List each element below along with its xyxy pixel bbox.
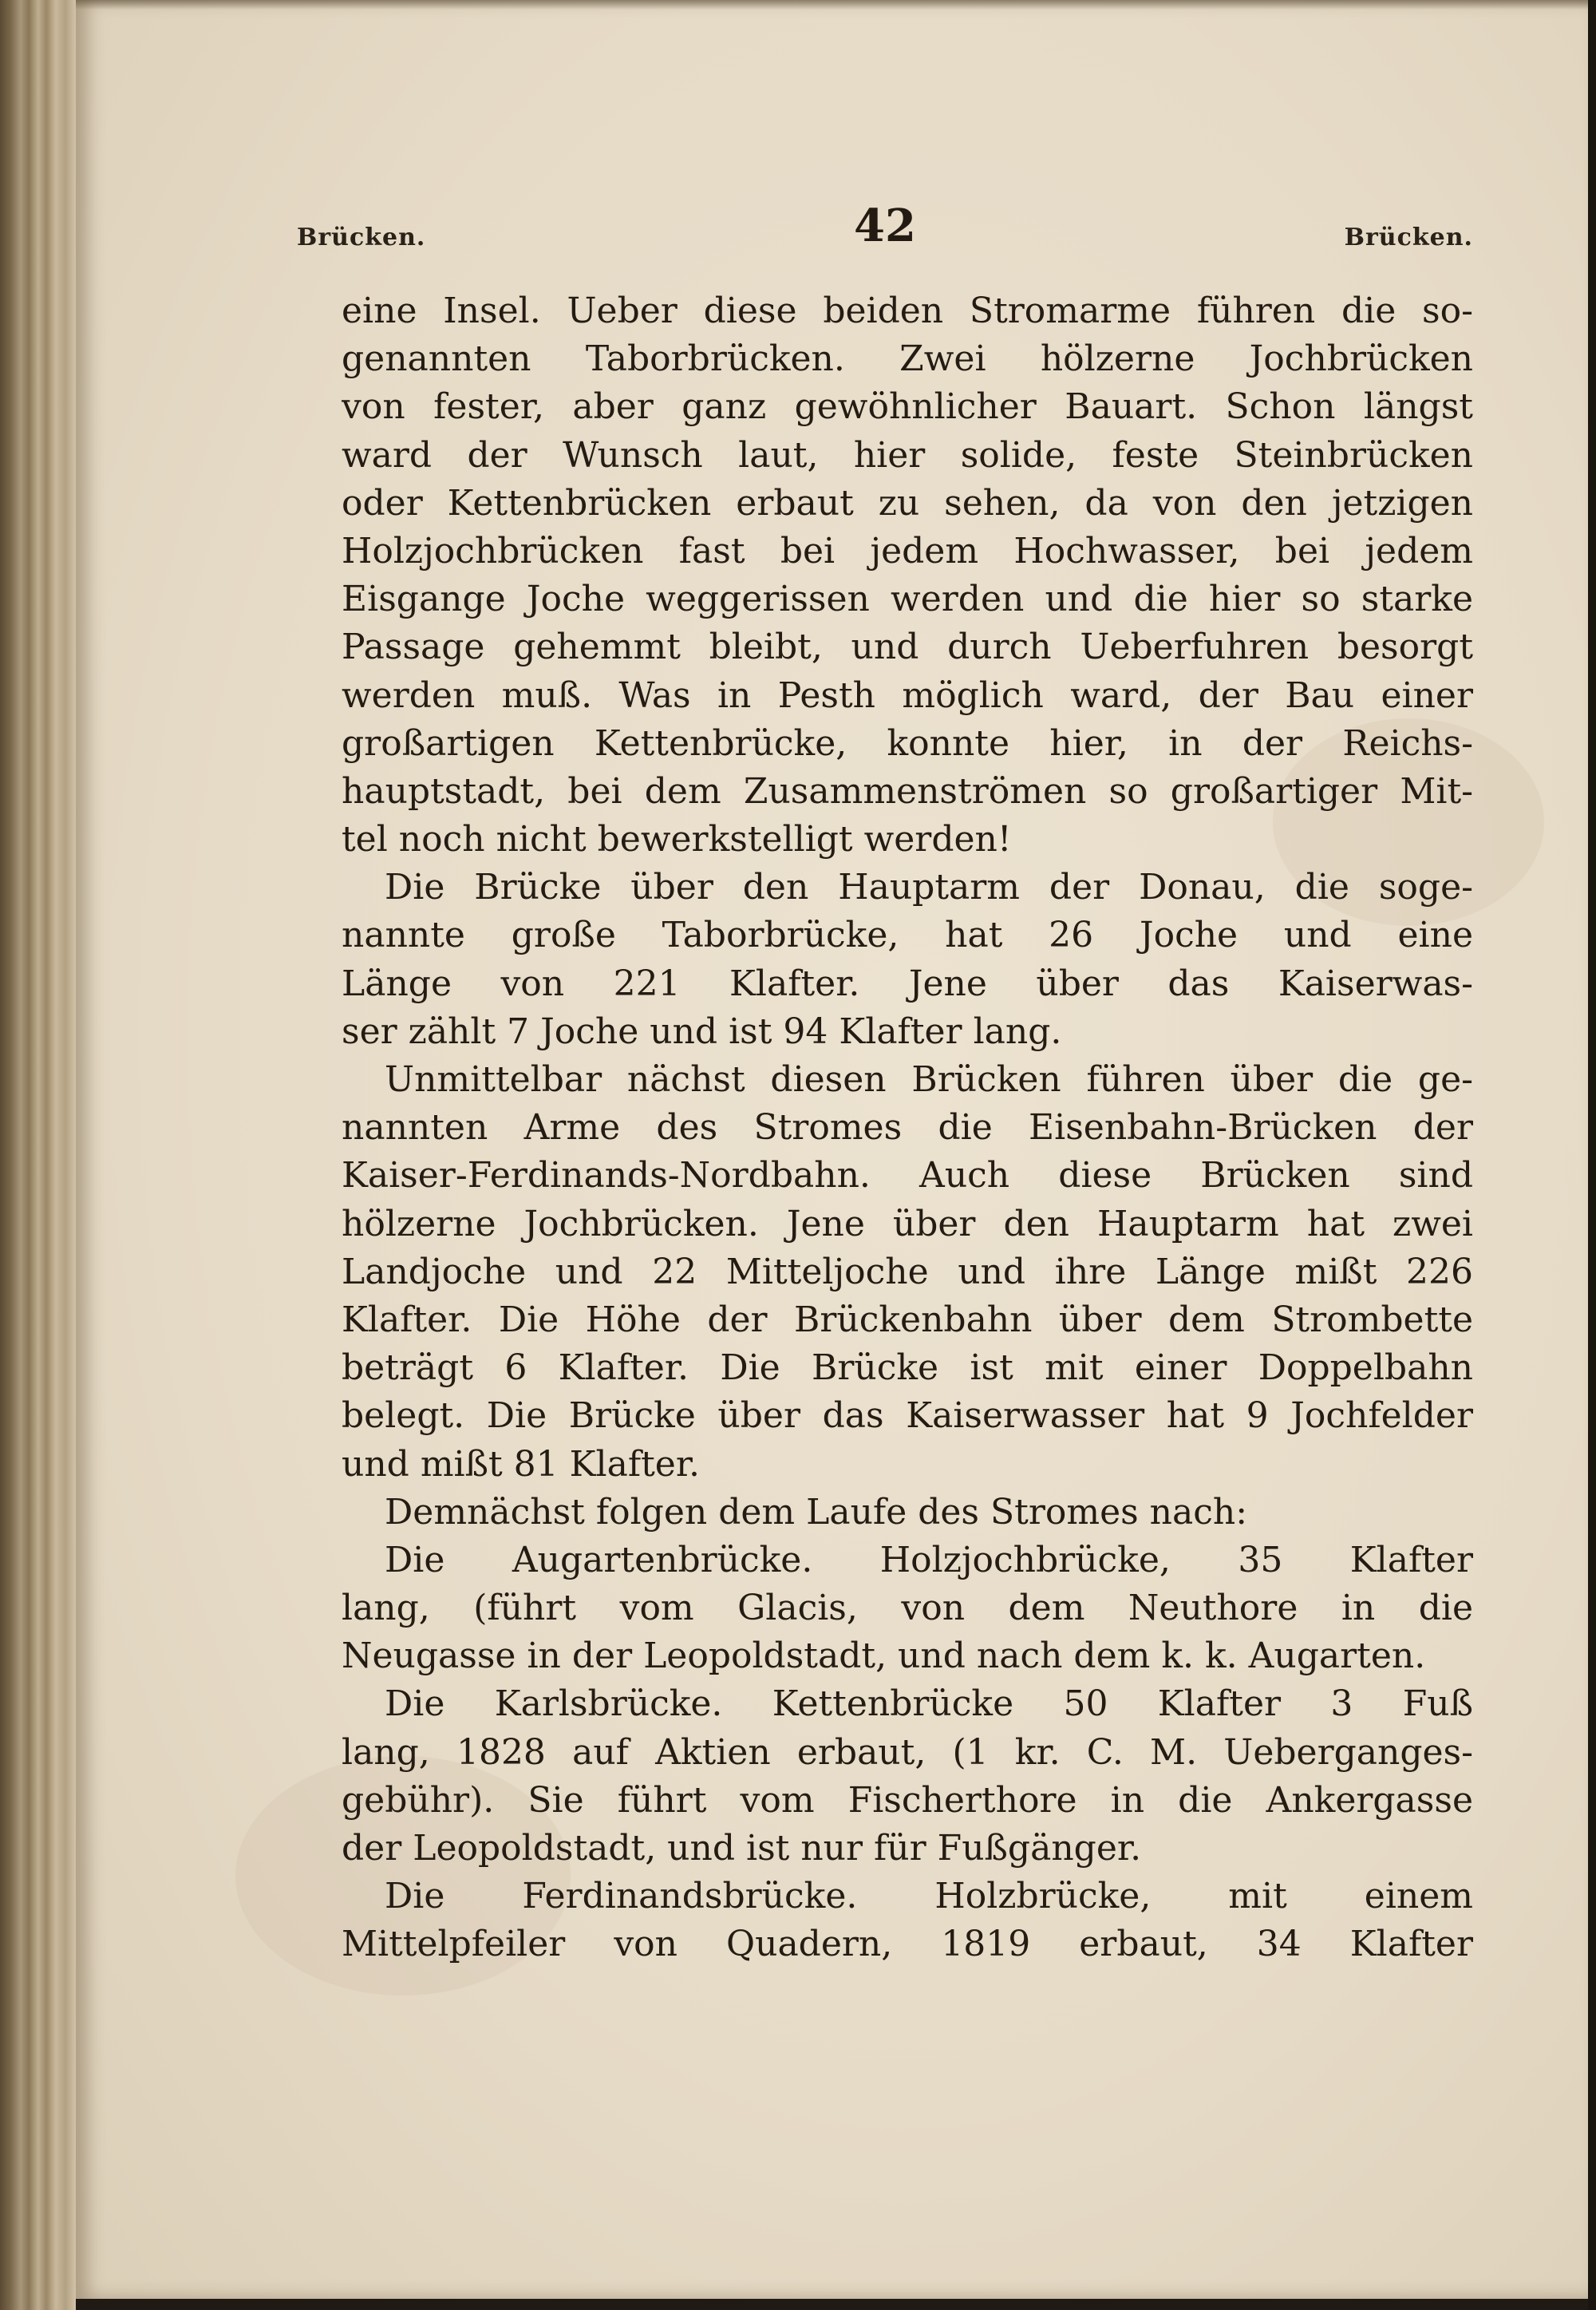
text-line: werden muß. Was in Pesth möglich ward, der Bau einer <box>342 674 1473 716</box>
text-line: beträgt 6 Klafter. Die Brücke ist mit einer Doppelbahn <box>342 1347 1473 1389</box>
text-line: Klafter. Die Höhe der Brückenbahn über dem Strombette <box>342 1299 1473 1340</box>
text-line: Die Karlsbrücke. Kettenbrücke 50 Klafter 3 Fuß <box>385 1683 1473 1725</box>
text-line: lang, (führt vom Glacis, von dem Neuthore in die <box>342 1588 1473 1629</box>
text-line: Länge von 221 Klafter. Jene über das Kaiserwas- <box>342 963 1473 1004</box>
text-line: oder Kettenbrücken erbaut zu sehen, da von den jetzigen <box>342 482 1473 524</box>
text-line: nannten Arme des Stromes die Eisenbahn-Brücken der <box>342 1107 1473 1149</box>
text-line: Die Brücke über den Hauptarm der Donau, die soge- <box>385 867 1473 908</box>
text-line: großartigen Kettenbrücke, konnte hier, in der Reichs- <box>342 722 1473 764</box>
body-text <box>342 287 1473 1969</box>
text-line: Eisgange Joche weggerissen werden und die hier so starke <box>342 579 1473 620</box>
page-number: 42 <box>854 200 916 252</box>
running-head-left: Brücken. <box>297 223 426 251</box>
text-line: Demnächst folgen dem Laufe des Stromes nach: <box>385 1491 1248 1533</box>
text-line: genannten Taborbrücken. Zwei hölzerne Jochbrücken <box>342 338 1473 380</box>
text-line: Neugasse in der Leopoldstadt, und nach dem k. k. Augarten. <box>342 1636 1426 1677</box>
text-line: Die Augartenbrücke. Holzjochbrücke, 35 Klafter <box>385 1539 1473 1580</box>
text-line: der Leopoldstadt, und ist nur für Fußgänger. <box>342 1828 1142 1869</box>
text-line: ser zählt 7 Joche und ist 94 Klafter lang. <box>342 1011 1062 1052</box>
text-line: Unmittelbar nächst diesen Brücken führen über die ge- <box>385 1059 1473 1100</box>
text-line: eine Insel. Ueber diese beiden Stromarme führen die so- <box>342 291 1473 331</box>
text-line: Kaiser-Ferdinands-Nordbahn. Auch diese Brücken sind <box>342 1155 1473 1197</box>
running-header <box>297 200 1473 271</box>
text-line: Passage gehemmt bleibt, und durch Ueberfuhren besorgt <box>342 627 1473 668</box>
text-line: nannte große Taborbrücke, hat 26 Joche und eine <box>342 915 1473 956</box>
page-right-edge <box>1588 0 1596 2310</box>
text-line: von fester, aber ganz gewöhnlicher Bauart. Schon längst <box>342 386 1473 428</box>
text-line: hölzerne Jochbrücken. Jene über den Hauptarm hat zwei <box>342 1203 1473 1244</box>
text-line: gebühr). Sie führt vom Fischerthore in die Ankergasse <box>342 1779 1473 1821</box>
running-head-right: Brücken. <box>1344 223 1473 251</box>
text-line: hauptstadt, bei dem Zusammenströmen so großartiger Mit- <box>342 770 1473 812</box>
text-line: tel noch nicht bewerkstelligt werden! <box>342 819 1012 860</box>
text-line: und mißt 81 Klafter. <box>342 1443 701 1485</box>
text-line: ward der Wunsch laut, hier solide, feste Steinbrücken <box>342 434 1473 476</box>
text-line: Landjoche und 22 Mitteljoche und ihre Länge mißt 226 <box>342 1251 1473 1292</box>
text-line: Die Ferdinandsbrücke. Holzbrücke, mit einem <box>385 1876 1473 1917</box>
text-line: Mittelpfeiler von Quadern, 1819 erbaut, 34 Klafter <box>342 1924 1473 1965</box>
text-line: belegt. Die Brücke über das Kaiserwasser hat 9 Jochfelder <box>342 1395 1473 1437</box>
page-top-shadow <box>76 0 1588 10</box>
text-line: Holzjochbrücken fast bei jedem Hochwasser, bei jedem <box>342 530 1473 572</box>
text-line: lang, 1828 auf Aktien erbaut, (1 kr. C. M. Ueberganges- <box>342 1731 1473 1773</box>
book-spine-gutter <box>0 0 76 2310</box>
